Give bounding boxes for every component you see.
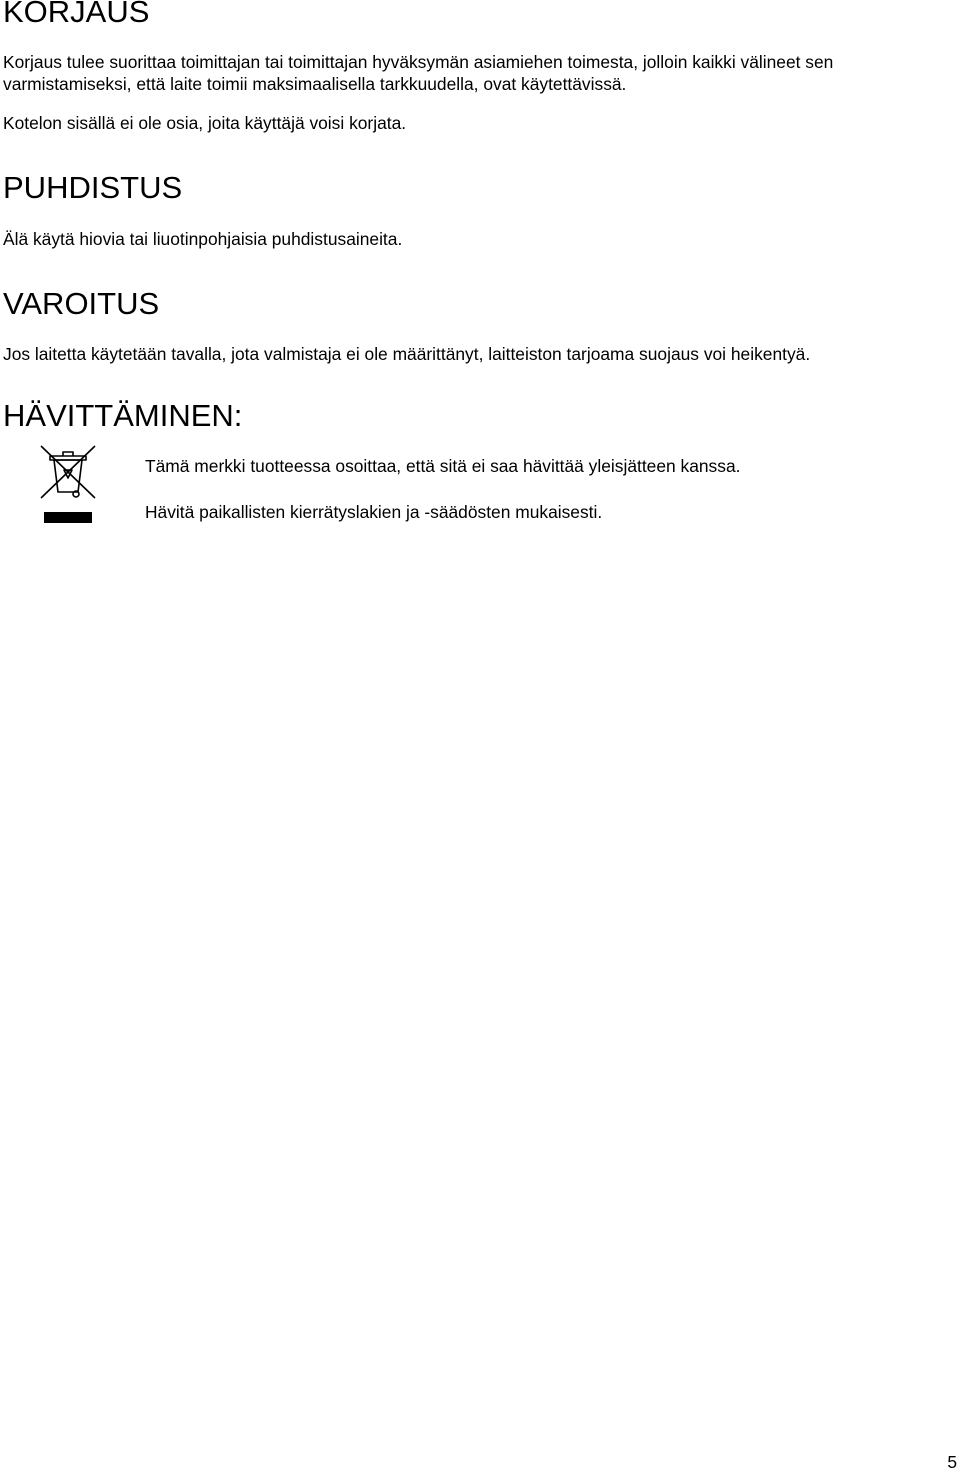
- havittaminen-text-line-1: Tämä merkki tuotteessa osoittaa, että sitä ei saa hävittää yleisjätteen kanssa.: [145, 456, 741, 476]
- havittaminen-text-line-2: Hävitä paikallisten kierrätyslakien ja -säädösten mukaisesti.: [145, 502, 603, 522]
- puhdistus-text-line-1: Älä käytä hiovia tai liuotinpohjaisia puhdistusaineita.: [3, 229, 403, 249]
- page-number: 5: [947, 1452, 957, 1472]
- varoitus-heading: VAROITUS: [3, 286, 160, 321]
- korjaus-heading: KORJAUS: [3, 0, 150, 29]
- korjaus-text-line-1: Korjaus tulee suorittaa toimittajan tai toimittajan hyväksymän asiamiehen toimesta, jolloin kaikki välineet sen: [3, 52, 834, 72]
- korjaus-text-line-2: varmistamiseksi, että laite toimii maksimaalisella tarkkuudella, ovat käytettävissä.: [3, 74, 627, 94]
- havittaminen-heading: HÄVITTÄMINEN:: [3, 398, 243, 433]
- puhdistus-heading: PUHDISTUS: [3, 170, 183, 205]
- korjaus-text-line-3: Kotelon sisällä ei ole osia, joita käyttäjä voisi korjata.: [3, 113, 407, 133]
- varoitus-text-line-1: Jos laitetta käytetään tavalla, jota valmistaja ei ole määrittänyt, laitteiston tarjoama suojaus voi heikentyä.: [3, 344, 811, 364]
- crossed-out-wheelie-bin-icon: [36, 440, 100, 526]
